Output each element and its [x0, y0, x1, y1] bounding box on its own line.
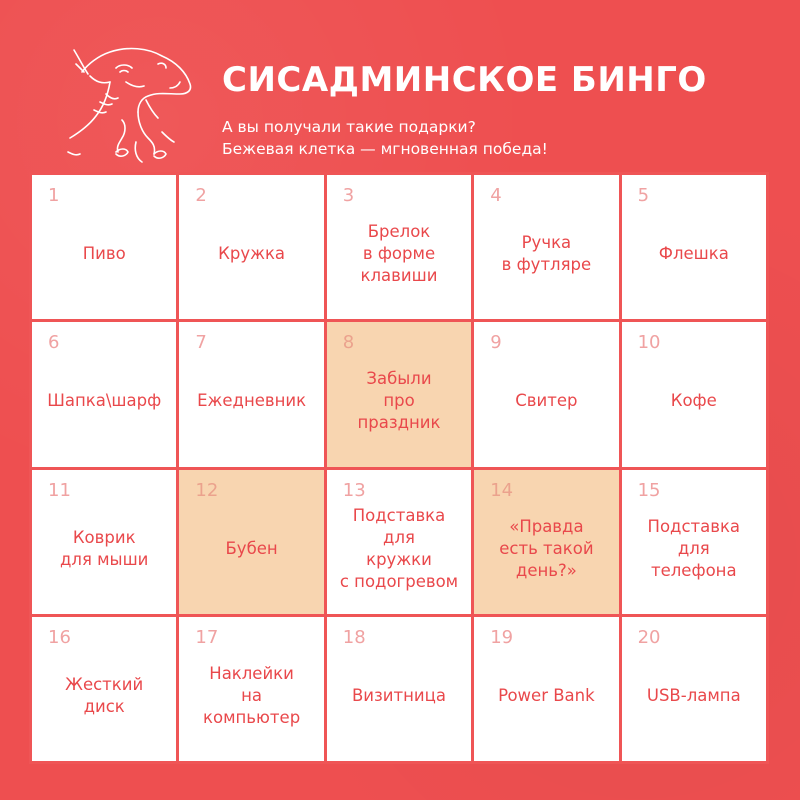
subtitle-line-2: Бежевая клетка — мгновенная победа!: [222, 140, 548, 158]
bingo-cell-9[interactable]: [474, 322, 618, 466]
bingo-cell-6[interactable]: [32, 322, 176, 466]
bingo-cell-20[interactable]: [622, 617, 766, 761]
bingo-cell-17[interactable]: [179, 617, 323, 761]
bingo-cell-10[interactable]: [622, 322, 766, 466]
cell-number: 7: [195, 332, 207, 354]
page-title: СИСАДМИНСКОЕ БИНГО: [222, 60, 707, 100]
cell-label: Кружка: [218, 244, 286, 264]
cell-label: Жесткий диск: [65, 674, 144, 716]
cell-label: Наклейки на компьютер: [203, 663, 301, 727]
cell-label: Подставка для телефона: [647, 516, 741, 580]
subtitle: [222, 116, 548, 160]
cell-label: Кофе: [670, 391, 717, 411]
bingo-cell-11[interactable]: [32, 470, 176, 614]
bingo-cell-19[interactable]: [474, 617, 618, 761]
bingo-cell-1[interactable]: [32, 175, 176, 319]
cell-label: Ежедневник: [197, 391, 307, 411]
cell-number: 1: [48, 185, 60, 206]
cell-label: Брелок в форме клавиши: [360, 222, 438, 286]
cell-label: USB-лампа: [646, 685, 741, 705]
bingo-cell-18[interactable]: [327, 617, 471, 761]
dinosaur-mascot-icon: [62, 42, 202, 172]
cell-label: Шапка\шарф: [47, 391, 162, 411]
bingo-cell-8[interactable]: [327, 322, 471, 466]
cell-number: 10: [637, 332, 661, 354]
cell-number: 12: [195, 479, 219, 501]
cell-number: 8: [342, 332, 355, 354]
cell-label: Подставка для кружки с подогревом: [339, 505, 459, 591]
cell-label: Пиво: [82, 244, 126, 264]
cell-number: 11: [48, 479, 71, 501]
cell-number: 4: [490, 185, 502, 206]
cell-number: 13: [342, 479, 366, 501]
cell-number: 9: [490, 332, 502, 354]
bingo-grid: [29, 172, 769, 764]
bingo-cell-12[interactable]: [179, 470, 323, 614]
cell-number: 3: [342, 185, 355, 206]
cell-number: 14: [490, 479, 514, 501]
cell-label: Флешка: [658, 244, 729, 264]
bingo-cell-13[interactable]: [327, 470, 471, 614]
bingo-cell-14[interactable]: [474, 470, 618, 614]
bingo-cell-16[interactable]: [32, 617, 176, 761]
cell-label: Забыли про праздник: [357, 369, 441, 433]
cell-number: 15: [637, 479, 661, 501]
cell-number: 16: [48, 626, 71, 648]
cell-label: Ручка в футляре: [501, 233, 592, 275]
cell-label: Свитер: [515, 391, 578, 411]
bingo-cell-7[interactable]: [179, 322, 323, 466]
cell-label: Бубен: [225, 538, 278, 558]
cell-number: 18: [342, 626, 366, 648]
bingo-cell-15[interactable]: [622, 470, 766, 614]
bingo-cell-5[interactable]: [622, 175, 766, 319]
bingo-cell-2[interactable]: [179, 175, 323, 319]
cell-label: Коврик для мыши: [59, 527, 149, 569]
bingo-cell-4[interactable]: [474, 175, 618, 319]
cell-number: 5: [637, 185, 650, 206]
cell-label: «Правда есть такой день?»: [499, 516, 594, 580]
cell-number: 6: [48, 332, 60, 354]
cell-number: 20: [637, 626, 661, 648]
subtitle-line-1: А вы получали такие подарки?: [222, 118, 476, 136]
bingo-cell-3[interactable]: [327, 175, 471, 319]
cell-number: 2: [195, 185, 207, 206]
cell-number: 17: [195, 626, 219, 648]
cell-label: Power Bank: [498, 685, 595, 705]
cell-label: Визитница: [351, 685, 446, 705]
cell-number: 19: [490, 626, 514, 648]
